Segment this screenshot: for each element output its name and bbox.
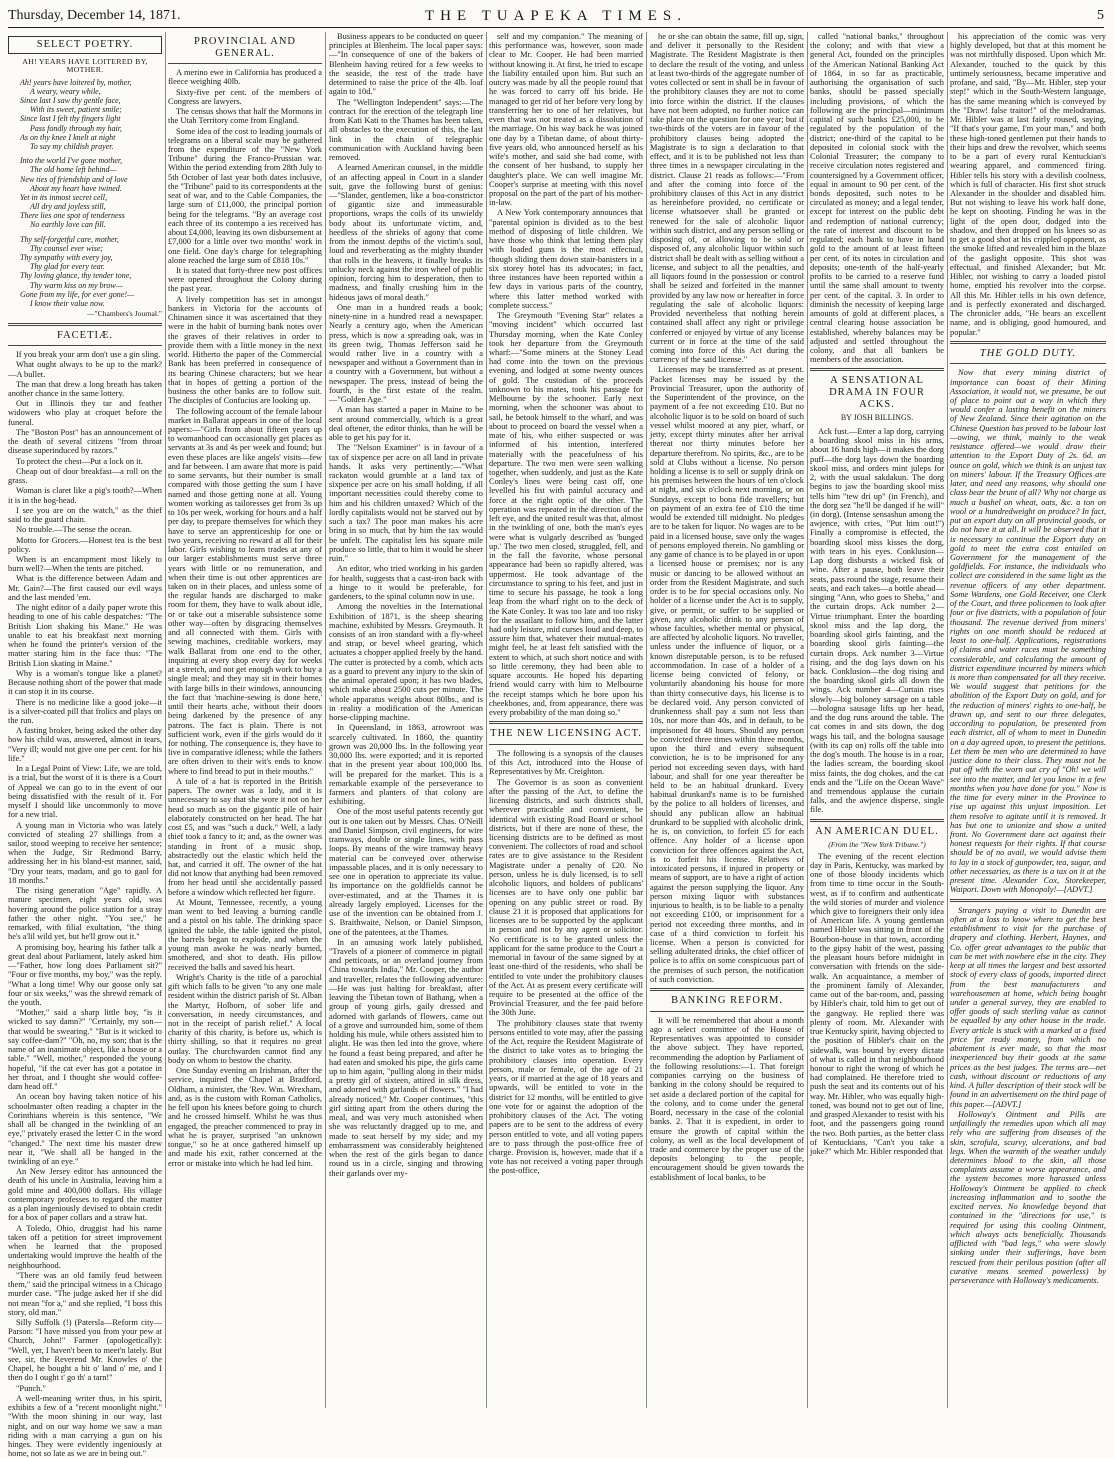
poem-line: Thy loving glance, thy tender tone, <box>20 271 132 281</box>
section-divider <box>950 341 1106 344</box>
news-paragraph: One of the most useful patents recently got out is one taken out by Messrs. Chas. O'Neill and Daniel Simpson, civil engineers, for wire tramways, double or single lines, with pass loops. By means of the wire tramway heavy material can be conveyed over otherwise impassable places, and it is only necessary to see one in operation to appreciate its value. Its importance on the goldfields cannot be over-estimated, and at the Thames it is already largely employed. Licenses for the use of the invention can be obtained from J. S. Braithwaite, Nelson, or Daniel Simpson, one of the patentees, at the Thames. <box>329 807 483 937</box>
news-paragraph: It is stated that forty-three new post offices were opened throughout the Colony during the past year. <box>168 266 322 294</box>
section-divider <box>810 368 944 371</box>
select-poetry-heading: SELECT POETRY. <box>8 36 162 54</box>
poem-line: Thy sympathy with every joy, <box>20 253 113 263</box>
poem-citation: —"Chambers's Journal." <box>86 309 162 319</box>
column-5 <box>650 32 804 1408</box>
facetia-paragraph: "Mother," said a sharp little boy, "is it wicked to say damn?" "Certainly, my son—that would be swearing." "But is it wicked to say coffee-dam?" "Oh, no, my son; that is the name of an inanimate object, like a house or a table." "Well, mother," responded the young hopeful, "if the cat ever has got a potatoe in her throat, and I thought she would coffee-dam head off." <box>8 1008 162 1092</box>
article-paragraph: Licenses may be transferred as at present. Packet licenses may be issued by the Provincial Treasurer, upon the authority of the Superintendent of the province, on the payment of a fee not exceeding £10. But no alcoholic liquor is to be sold on board of such vessel whilst moored at any pier, wharf, or jetty, except thirty minutes after her arrival thereat nor thirty minutes before her departure therefrom. No spirits, &c., are to be sold at Clubs without a license. No person holding a license is to sell or supply drink on his premises between the hours of ten o'clock at night, and six o'clock next morning, or on Sundays, except to bona fide travellers; but on payment of an extra fee of £10 the time would be extended till midnight. No pledges are to be taken for liquor. No wages are to be paid in a licensed house, save only the wages of persons employed therein. No gambling or any game of chance is to be played in or upon a licensed house or premises; nor is any music or dancing to be allowed without an order from the Resident Magistrate, and such order is to be for special occasions only. No holder of a license under the Act is to supply, give, or permit, or suffer to be supplied or given, any alcoholic drink to any person of whose faculties, whether mental or physical, are affected by alcoholic liquors. No traveller, unless under the influence of liquor, or a known disreputable person, is to be refused accommodation. In case of a holder of a license being convicted of felony, or voluntarily abandoning his house for more than thirty consecutive days, his license is to be declared void. Any person convicted of drunkenness shall pay a sum not less than 10s, nor more than 40s, and in default, to be imprisoned for 48 hours. Should any person be convicted three times within three months, upon the third and every subsequent conviction, he is to be imprisoned for any period not exceeding seven days, with hard labour, and shall for one year thereafter be held to be an habitual drunkard. Every habitual drunkard's name is to be furnished by the police to all holders of licenses, and should any publican allow an habitual drunkard to be supplied with alcoholic drink, he is, on conviction, to forfeit £5 for each offence. Any holder of a license upon conviction for three offences against the Act, is to forfeit his license. Relatives of intoxicated persons, if injured in property or means of support, are to have a right of action against the person supplying the liquor. Any person mixing liquor with substances injurious to health, is to be liable to a penalty not exceeding £100, or imprisonment for a period not exceeding three months, and in case of a third conviction to forfeit his license. When a person is convicted for selling adulterated drinks, the chief officer of police is to affix on some conspicuous part of the premises of such person, the notification of such conviction. <box>650 365 804 984</box>
gold-duty-heading: THE GOLD DUTY. <box>979 347 1077 359</box>
banking-reform-heading: BANKING REFORM. <box>671 995 783 1007</box>
poem-line: About my heart have twined. <box>30 183 122 193</box>
licensing-act-article <box>489 749 643 1176</box>
section-divider <box>489 744 643 745</box>
news-paragraph: The census shows that half the Mormons in the Utah Territory come from England. <box>168 107 322 126</box>
facetia-paragraph: To protect the chest—Put a lock on it. <box>16 456 143 466</box>
poem-line: Gone from my life, for ever gone!— <box>20 289 135 299</box>
news-items <box>489 32 643 717</box>
poem-line: No earthly love can fill. <box>30 220 106 230</box>
news-paragraph: A man has started a paper in Maine to be sent around commercially, which is a great deal oftener, the editor thinks, than he will be able to get his pay for it. <box>329 405 483 443</box>
masthead-rule <box>8 27 1104 28</box>
poem-line: There lies one spot of tenderness <box>20 211 125 221</box>
poem-line: The old home left behind— <box>30 165 117 175</box>
news-paragraph: Among the novelties in the International Exhibition of 1871, is the sheep shearing machine, exhibited by Messrs. Greymouth. It consists of an iron standard with a fly-wheel and strap, or bevel wheel gearing, which actuates a chopper applied freely by the hand. The cutter is protected by a comb, which acts as a guard to prevent any injury to the skin of the animal operated upon; it has two blades, which make about 2500 cuts per minute. The whole apparatus weighs about 80lbs., and is in reality a modification of the American horse-clipping machine. <box>329 602 483 723</box>
poem-line: Thy glad for every tear. <box>30 262 105 272</box>
poem-line: Pass fondly through my hair, <box>30 123 122 133</box>
column-1 <box>8 32 162 1458</box>
poem-title: AH! YEARS HAVE LOITERED BY, MOTHER. <box>22 56 148 75</box>
facetia-paragraph: Motto for Grocers.—Honest tea is the best policy. <box>8 535 162 554</box>
drama-byline: BY JOSH BILLINGS. <box>840 413 914 423</box>
article-paragraph: Ack fust.—Enter a lap dorg, carrying a boarding skool miss in his arms, about 16 hands high—it makes the dorg puff—the dorg lays down the boarding skool miss, and orders mint juleps for 2, with the usual sakdakun. The dorg begins to jaw the boarding skool miss tells him "tew dri up" (in French), and the dorg sez "he'll be danged if he will" (in dorg). (Intense sensashun among the awjence, with cries, "Put him out!") Finally a compromise is effected, the boarding skool miss kisses the dorg, with tears in his eyes. Conklusion—Lap dorg disbursts a wicked fisk of wine. After a pause, both leave their seats, pass round the stage, resume their seats, and each takes—a bottle ahead—singing "Ann, who goes to Sheba," and the curtain drops. Ack number 2—Virtue triumphant. Enter the boarding skool miss and the lap dorg, the boarding skool girls fainting, and the boarding skool girls fainting—the curtain drops. Ack number 3—Virtue rising, and the dog lays down on his back. Conklusion—the dog rising and the boarding skool girls all down the wings. Ack number 4—Curtain rises slowly—big boloney sarsage on a table—bologna sausage lifts up her head, and the dog runs around the table. The cat comes in and sits down, the dog wags his tail, and the bologna sausage (with its cap on) rolls off the table into the dog's mouth. The house is in a roar, the ladies scream, the boarding skool miss faints, the dog chokes, and the cat ends and the "Life on the Ocean Wave" and tremendous applause the curtain falls, and the awjence disperse, single file. <box>810 426 944 815</box>
advertisement-paragraph: Holloway's Ointment and Pills are unfailingly the remedies upon which all may rely who are suffering from diseases of the skin, scrofula, scurvy, ulcerations, and bad legs. When the warmth of the weather unduly determines blood to the skin, all those complaints assume a worse appearance, and the system becomes more harassed unless Holloway's Ointment be applied to check increasing inflammation and to soothe the excited nerves. No knowledge beyond that contained in the "directions for use," is required for using this cooling Ointment, which always acts beneficially. Thousands afflicted with "bad legs," who were slowly sinking under their sufferings, have been rescued from their perilous position (after all curative means seemed powerless) by perseverance with Holloway's medicaments. <box>950 1109 1106 1286</box>
facetia-paragraph: No trouble.—The sense the ocean. <box>16 525 132 535</box>
facetia-paragraph: An New Jersey editor has announced the death of his uncle in Australia, leaving him a gold mine and 400,000 dollars. His village contemporary professes to regard the matter as a plan ingeniously devised to obtain credit for a box of paper collars and a straw hat. <box>8 1167 162 1223</box>
poem-line: All dry and joyless still, <box>30 202 106 212</box>
poem-line: With its sweet, patient smile; <box>30 105 122 115</box>
facetia-paragraph: Out in Illinois they tar and feather widowers who play at croquet before the funeral. <box>8 399 162 427</box>
facetia-paragraph: A young man in Victoria who was lately convicted of stealing 27 shillings from a sailor, stood weeping to receive her sentence; when the Judge, Sir Redmond Barry, addressing her in his bland-est manner, said, "Dry your tears, madam, and go to gaol for 18 months." <box>8 820 162 885</box>
banking-reform-article <box>650 1016 804 1182</box>
article-paragraph: his appreciation of the comic was very highly developed, but that at this moment he was not mirthfully disposed. Upon which Mr. Alexander, touched to the quick by this untimely seriousness, became imperative and profane, and said, "By—Mr. Hibler, step your step!" which in the South-Western language, has the same meaning which is conveyed by the "Draw! false traitor!" of the melodramas. Mr. Hibler was at last fairly roused, saying, "If that's your game, I'm your man," and both these high-toned gentlemen put their hands to their hips and drew the revolver, which seems to be a part of every rural Kentuckian's wearing apparel, and commenced firing. Hibler tells his story with a devilish coolness, which is full of character. His first shot struck Alexander in the shoulder and disabled him. But not wishing to leave his work half done, he kept on shooting. Finding he was in the light of the open door, dodged into the shadow, and then dropped on his knees so as to get a good shot at his crippled opponent, as the smoke lifted and revealed him in the blaze of the gaslight opposite. This shot was effectual, and finished Alexander; but Mr. Hibler, not wishing to carry a loaded pistol home, emptied his revolver into the corpse. All this Mr. Hibler tells in his own defence, and is perfectly exonerated and discharged. The chronicler adds, "He bears an excellent name, and is obliging, good humoured, and popular." <box>950 32 1106 337</box>
facetia-paragraph: The man that drew a long breath has taken another chance in the same lottery. <box>8 379 162 398</box>
section-divider <box>168 63 322 64</box>
poem-line: New ties of friendship and of love <box>20 174 128 184</box>
facetia-paragraph: In a Legal Point of View: Life, we are told, is a trial, but the worst of it is there is a Court of Appeal we can go to in the event of our being dissatisfied with the result of it. For myself I should like uncommonly to move for a new trial. <box>8 764 162 820</box>
facetia-paragraph: What ought always to be up to the mark?—A bullet. <box>8 360 162 379</box>
article-paragraph: The Governor is as soon as convenient after the passing of the Act, to define the licensing districts, and such districts shall, wherever practicable and convenient, be identical with existing Road Board or school districts, but if there are none of these, the licensing districts are to be defined as most convenient. The collectors of road and school rates are to give assistance to the Resident Magistrate under a penalty of £20. No person, unless he is duly licensed, is to sell alcoholic liquors, and holders of publicans' licenses are to have only one public bar opening on any public street or road. By clause 21 it is proposed that applications for licenses are to be supported by the applicant in person and not by any agent or solicitor. No certificate is to be granted unless the applicant for the same produce to the Court a memorial in favour of the same signed by at least one-third of the residents, who shall be entitled to vote under the prohibitory clauses of the Act. At as present every certificate will require to be presented at the office of the Provincial Treasurer, and the fee paid before the 30th June. <box>489 777 643 1018</box>
advertisements <box>950 906 1106 1286</box>
news-paragraph: Wright's Charity is the title of a parochial gift which falls to be given "to any one male resident within the district parish of St. Alban the Martyr, Holborn, of sober life and conversation, in needy circumstances, and not in the receipt of parish relief." A local charity of this charity, is before us, which is thirty shilling, so that it requires no great outlay. The churchwarden cannot find any body on whom to bestow the charity. <box>168 972 322 1065</box>
american-duel-heading: AN AMERICAN DUEL. <box>815 825 939 837</box>
facetia-paragraph: The night editor of a daily paper wrote this heading to one of his cable despatches: "The British Lion shaking his Mane." He was unable to eat his breakfast next morning when he found the printer's version of the matter staring him in the face thus: "The British Lion skating in Maine." <box>8 603 162 668</box>
news-paragraph: One Sunday evening an Irishman, after the service, inquired the Chapel at Bradford, Oldham, a minister, the 'Rev. Wm. Wrexham, and, as is the custom with Roman Catholics, he fell upon his knees before going to church and he crossed himself. Whilst he was thus engaged, the preacher commenced to pray in what he is prayer, surprised "an unknown tongue," so he at once gathered himself up and made his exit, rather concerned at the error or mistake into which he had led him. <box>168 1066 322 1168</box>
section-divider <box>650 1011 804 1012</box>
article-paragraph: he or she can obtain the same, fill up, sign, and deliver it personally to the Resident Magistrate. The Resident Magistrate is then to declare the result of the voting, and unless at least two-thirds of the aggregate number of votes collected or sent in shall be in favour of the prohibitory clauses they are not to come into force within the district. If the clauses have not been adopted, no further notice can take place on the question for one year; but if two-thirds of the voters are in favour of the prohibitory clauses being adopted the Magistrate is to sign a declaration to that effect, and it is to be published not less than three times in a newspaper circulating in the district. Clause 21 reads as follows:—"From and after the coming into force of the prohibitory clauses of this Act in any district as hereinbefore provided, no certificate or license whatsoever shall be granted or renewed for the sale of alcoholic liquor within such district, and any person selling or disposing of, or allowing to be sold or disposed of, any alcoholic liquor within such district shall be dealt with as selling without a license, and subject to all the penalties, and all liquors found in the possession or control shall be seized and forfeited in the manner provided by any law now or hereafter in force regulating the sale of alcoholic liquors: Provided nevertheless that nothing herein contained shall affect any right or privilege conferred or enjoyed by virtue of any license current or in force at the time of the said coming into force of this Act during the currency of the said license." <box>650 32 804 365</box>
facetia-paragraph: What is the difference between Adam and Mr. Gain?—The first caused our evil ways and the last mended 'em. <box>8 574 162 602</box>
facetia-paragraph: Woman is claret like a pig's tooth?—When it is in the hog-head. <box>8 486 162 505</box>
facetia-paragraph: A well-meaning writer thus, in his spirit, exhibits a few of a "recent moonlight night." "With the moon shining in our way, last night, and on our way home we saw a man riding with a man carrying a gun on his hinges. They were evidently ingeniously at home, not so late as we are in being out." <box>8 1393 162 1458</box>
news-paragraph: In an amusing work lately published, "Travels of a pioneer of commerce in pigtail and petticoats, or an overland journey from China towards India," Mr. Cooper, the author and traveller, relates the following adventure:—He was just halting for breakfast, after leaving the Tibetan town of Bathang, when a group of young girls, gaily dressed and adorned with garlands of flowers, came out of a grove and surrounded him, some of them holding his mule, while others assisted him to alight. He was then led into the grove, where he found a feast being prepared, and after he had eaten and smoked his pipe, the girls came up to him again, "pulling along in their midst a pretty girl of sixteen, attired in silk dress, and adorned with garlands of flowers." "I had already noticed," Mr. Cooper continues, "this girl sitting apart from the others during the meal, and was very much astonished when she was reluctantly dragged up to me, and made to seat herself by my side; and my embarrassment was considerably heightened when the rest of the girls began to dance round us in a circle, singing and throwing their garlands over my- <box>329 937 483 1178</box>
news-paragraph: The Greymouth "Evening Star" relates a "moving incident" which occurred last Thursday morning, when the Kate Conley took her departure from the Greymouth wharf:—"Some miners at the Stoney Lead had come into the town on the previous evening, and lodged at some twenty ounces of gold. The custodian of the proceeds unknown to his mates, took his passage for Melbourne by the schooner. Early next morning, when the schooner was about to sail, he betook himself to the wharf, and was about to proceed on board the vessel when a mate of his, who either suspected or was informed of his intention, interfered materially with the peacefulness of his departure. The two men were seen walking together, when suddenly, and just as the Kate Conley's lines were being cast off, one levelled his fist with painful accuracy and force at the right optic of the other. The operation was repeated in the direction of the left eye, and the united result was that, almost in the twinkling of one, both the man's eyes were what is vulgarly described as 'bunged up.' The two men closed, struggled, fell, and in the fall the favorite, whose personal appearance had been so rapidly altered, was uppermost. He took advantage of the circumstance to spring to his feet, and just in time to secure his passage, he took a long leap from the wharf right on to the deck of the Kate Conley. It was too late and too risky for the assailant to follow him, and the latter had only leisure, mid curses loud and deep, to assure him that, whatever their mutual-mates might feel, he at least felt satisfied with the extent to which, at such short notice and with so little ceremony, they had been able to square accounts. He hoped his departing friend would carry with him to Melbourne the receipt stamps which he bore upon his cheekbones, and, from appearance, there was every probability of the man doing so." <box>489 311 643 718</box>
gold-duty-article <box>950 368 1106 894</box>
column-6 <box>810 32 944 1408</box>
news-paragraph: Sixty-five per cent. of the members of Congress are lawyers. <box>168 87 322 106</box>
news-paragraph: One man in a hundred reads a book; ninety-nine in a hundred read a newspaper. Nearly a century ago, when the American press, which is now a spreading oak, was in its green twig, Thomas Jefferson said he would rather live in a country with a newspaper and without a Government than in a country with a Government, but without a newspaper. The press, instead of being the fourth, is the first estate of the realm.—"Golden Age." <box>329 302 483 405</box>
news-paragraph: A New York contemporary announces that "parental opinion is divided as to the best method of disposing of little children. We have those who think that letting them play with loaded guns is the most effectual, though sliding them down stair-banisters in a six storey hotel has its advocates; in fact, three instances have been reported within a few days in various parts of the country, where this latter method worked with complete success." <box>489 208 643 310</box>
facetia-paragraph: The "Boston Post" has an announcement of the death of several citizens "from throat disease superinduced by razors." <box>8 427 162 456</box>
facetiae-list <box>8 350 162 1458</box>
newspaper-title: THE TUAPEKA TIMES. <box>424 8 688 24</box>
section-divider <box>489 721 643 724</box>
section-divider <box>950 363 1106 364</box>
licensing-act-continued <box>650 32 804 984</box>
column-rule <box>486 32 487 1408</box>
facetia-paragraph: Cheap out of door breakfast—a roll on the grass. <box>8 466 162 486</box>
section-divider <box>950 899 1106 902</box>
column-rule <box>325 32 326 1408</box>
issue-date: Thursday, December 14, 1871. <box>8 8 181 23</box>
poem-line: I know their value now. <box>30 298 105 308</box>
section-divider <box>810 819 944 822</box>
sensational-drama-article <box>810 427 944 815</box>
poem-line: Since last I saw thy gentle face, <box>20 96 121 106</box>
column-rule <box>807 32 808 1408</box>
column-rule <box>646 32 647 1408</box>
section-divider <box>650 988 804 991</box>
news-items <box>329 32 483 1178</box>
facetia-paragraph: A fasting broker, being asked the other day how his child was, answered, almost in tears, "Very ill; would not give one per cent. for his life." <box>8 726 162 763</box>
american-duel-continued <box>950 32 1106 337</box>
section-divider <box>8 345 162 346</box>
facetia-paragraph: "There was an old family feud between them," said the principal witness in a Chicago murder case. "The judge asked her if she did not mean "for a," and she replied, "I boss this story, old man." <box>8 1270 162 1317</box>
facetia-paragraph: The rising generation "Age" rapidly. A mature specimen, eight years old, was hovering around the police station for a stray father the other night. "You see," he remarked, with filial exultation, "the thing he's a'lil wild yet, but he'll grow out it." <box>8 886 162 942</box>
article-paragraph: It will be remembered that about a month ago a select committee of the House of Representatives was appointed to consider the above subject. They have reported, recommending the adoption by Parliament of the following resolutions:—1. That foreign companies carrying on the business of banking in the colony should be required to set aside a declared portion of the capital for the colony, and to come under the general Board, necessary in the case of the colonial banks. 2. That it is expedient, in order to ensure the growth of capital within the colony, as well as the local development of trade and commerce by the proper use of the deposits belonging to the people, encouragement should be given towards the establishment of local banks, to be <box>650 1015 804 1182</box>
facetia-paragraph: An ocean boy having taken notice of his schoolmaster often reading a chapter in the Corinthians wherein is this sentence, "We shall all be changed in the twinkling of an eye," privately erased the letter C in the word "changed." The next time his master drew near it, "We shall all be hanged in the twinkling of an eye." <box>8 1092 162 1166</box>
poem-line: As on thy knee I knelt at night <box>20 132 116 142</box>
news-paragraph: Some idea of the cost to leading journals of telegrams on a liberal scale may be gathered from the expenditure of the "New York Tribune" during the Franco-Prussian war. Within the period extending from 28th July to 5th October of last year both dates inclusive, the "Tribune" paid to its correspondents at the seat of war, and to the Cable Companies, the large sum of £11,000, the principal portion being for the telegrams. "By an average cost each three of its contempo a ies received has about £4,000, leaving its own disbursement at £7,000 for a little over two months' work in one field. One day's charge for telegraphing alone reached the large sum of £818 10s." <box>168 126 322 265</box>
column-rule <box>165 32 166 1408</box>
sensational-drama-heading: A SENSATIONAL DRAMA IN FOUR ACKS. <box>829 375 925 410</box>
section-divider <box>8 323 162 326</box>
news-paragraph: In Queensland, in 1863, arrowroot was scarcely cultivated. In 1860, the quantity grown was 20,000 lbs. In the following year 30,000 lbs. were exported; and it is reported that in the present year about 100,000 lbs. will be prepared for the market. This is a remarkable example of the perseverance to farmers and planters of that colony are exhibiting. <box>329 723 483 807</box>
banking-reform-continued <box>810 32 944 364</box>
poem <box>8 78 162 309</box>
article-paragraph: called "national banks," throughout the colony; and with that view a general Act, founded on the principles of the American National Banking Act of 1864, in so far as practicable, authorising the organisation of such banks, should be passed specially including provisions, of which the following are the principal—minimum capital of such banks £25,000, to be regulated by the population of the district; one-third of the capital to be deposited in colonial stock with the Colonial Treasurer; the company to receive circulation notes registered and countersigned by a Government officer, equal in amount to 90 per cent. of the bonds deposited, such notes to be circulated as money; and a legal tender, except for interest on the public debt and redemption of national currency; the rate of interest and discount to be regulated; each bank to have in hand gold to the amount of at least fifteen per cent. of its notes in circulation and deposits; one-tenth of the half-yearly profits to be carried to a reserve fund until the same shall amount to twenty per cent. of the capital. 3. In order to diminish the necessity of keeping large amounts of gold at different places, a central clearing house association be established, whereby balances may be adjusted and settled throughout the colony, and that all bankers be members of the association. <box>810 32 944 365</box>
news-paragraph: The following account of the female labour market in Ballarat appears in one of the local papers:—"Girls from about fifteen years up to womanhood can occasionally get places as servants at 3s and 4s per week and found; but even these places are like angels' visits—few and far between. I am aware that more is paid to some servants, but their number is small compared with those getting the sum I have named and those getting none at all. Young women working as tailoresses get from 3s up to 10s per week, working for hours and a half per day, to prepare themselves for which they have to serve an apprenticeship for one or two years, receiving no reward at all for their labor. Girls wishing to learn trades at any of our larger establishments must serve three years with little or no remuneration, and when their time is out other apprentices are taken on in their places, and unless some of the regular hands are discharged to make room for them, they have to walk about idle, or or take out a miserable subsistence some other way—often by disgracing themselves and all connected with them. Girls with sewing machines, creditable workers, may walk Ballarat from one end to the other, inquiring at every shop every day for weeks at a stretch, and not get enough work to buy a single meal; and they may sit in their homes with large bills in their windows, announcing the fact that 'machine-sewing is done here,' until their hearts ache, without their doors being darkened by the presence of any patrons. The fact is plain. There is not sufficient work, even if the girls would do it for nothing. The consequence is, they have to live in comparative idleness; while the fathers are often driven to their wit's ends to know where to find bread to put in their mouths." <box>168 406 322 776</box>
poem-line: Into the world I've gone mother, <box>20 156 123 166</box>
licensing-act-heading: THE NEW LICENSING ACT. <box>490 728 642 740</box>
news-paragraph: Business appears to be conducted on queer principles at Blenheim. The local paper says:—"In consequence of one of the bakers of Blenheim having retired for a few weeks to the seaside, the rest of the trade have determined to raise the price of the 4lb. loaf again to 10d." <box>329 32 483 97</box>
poem-line: Since last I felt thy fingers light <box>20 114 121 124</box>
facetia-paragraph: A promising boy, hearing his father talk a great deal about Parliament, lately asked him—"Father, how long does Parliament sit?" "Four or five months, my boy," was the reply. "What a long time! Why our goose only sat four or six weeks," was the shrewd remark of the youth. <box>8 942 162 1007</box>
poem-line: Yet in its inmost secret cell, <box>20 192 107 202</box>
masthead <box>8 6 1104 28</box>
poem-line: To say my childish prayer. <box>30 141 114 151</box>
column-3 <box>329 32 483 1408</box>
facetia-paragraph: "Punch." <box>16 1383 46 1393</box>
duel-source: (From the "New York Tribune.") <box>828 840 926 850</box>
poem-line: Ah! years have loitered by, mother, <box>20 77 132 87</box>
article-paragraph: The following is a synopsis of the clauses of this Act, introduced into the House of Representatives by Mr. Creighton. <box>489 748 643 777</box>
poem-line: A weary, weary while, <box>30 86 101 96</box>
news-paragraph: A learned American counsel, in the middle of an affecting appeal in Court in a slander suit, gave the following burst of genius:—"Slander, gentlemen, like a boa-constrictor of gigantic size and immeasurable proportions, wraps the coils of its unwieldy body about its unfortunate victim, and, heedless of the shrieks of agony that come from the inmost depths of the victim's soul, loud and reverberating as the mighty thunder that rolls in the heavens, it finally breaks its unlucky neck against the iron wheel of public opinion, forcing him to desperation, then to madness, and finally crushing him in the hideous jaws of moral death." <box>329 163 483 302</box>
news-paragraph: A merino ewe in California has produced a fleece weighing 40lb. <box>168 68 322 87</box>
facetia-paragraph: A Toledo, Ohio, druggist had his name taken off a petition for street improvement when he learned that the proposed undertaking would improve the health of the neighbourhood. <box>8 1223 162 1270</box>
facetia-paragraph: There is no medicine like a good joke—it is a silver-coated pill that frolics and plays on the run. <box>8 697 162 725</box>
facetia-paragraph: Why is a woman's tongue like a planet? Because nothing short of the power that made it can stop it in its course. <box>8 668 162 697</box>
poem-line: Thy counsel ever wise; <box>30 243 104 253</box>
american-duel-article <box>810 852 944 1157</box>
news-paragraph: The "Wellington Independent" says:—The contract for the erection of the telegraph line from Kati Kati to the Thames has been taken, all obstacles to the execution of this, the last link in the chain of telegraphic communication with Auckland having been removed. <box>329 97 483 163</box>
poem-line: Thy self-forgetful care, mother, <box>20 234 119 244</box>
news-paragraph: A tale of a hat is reported in the British papers. The owner was a lady, and it is unnecessary to say that she wore it not on her head so much as on the gigantic pile of hair elaborately constructed on her head. The hat cost £5, and was "such a duck." Well, a lady thief took a fancy to it; and, as the owner was standing in front of a music shop, abstractedly out the elastic which held the hat, and carried it off. The owner of the hat did not know that anything had been removed from her head until she accidentally passed before a window which reflected her figure. <box>168 776 322 897</box>
article-paragraph: The prohibitory clauses state that twenty persons entitled to vote may, after the passing of the Act, require the Resident Magistrate of the district to take votes as to bringing the prohibitory clauses into operation. Every person, male or female, of the age of 21 years, or if married at the age of 18 years and upwards, will be entitled to vote in the district for 12 months, will be entitled to give one vote for or against the adoption of the prohibitory clauses of the Act. The voting papers are to be sent to the address of every person entitled to vote, and all voting papers are to pass through the post-office free of charge. Provision is, however, made that if a vote has not received a voting paper through the post-office, <box>489 1018 643 1176</box>
news-paragraph: At Mount, Tennessee, recently, a young man went to bed leaving a burning candle and a pistol on his table. The drinking space ignited the table, the table ignited the pistol, the barrels began to explode, and when the young man awoke he was nearly burned, smothered, and shot to death. His pillow received the balls and saved his heart. <box>168 897 322 972</box>
article-paragraph: The evening of the recent election day in Paris, Kentucky, was marked by one of those bloody incidents which from time to time occur in the South-west, as if to confirm and authenticate the wild stories of murder and violence which give to foreigners their only idea of American life. A young gentleman named Hibler was sitting in front of the Bourbon-house in that town, according to the gipsy habit of the west, passing the pleasant hours before midnight in conversation with friends on the side-walk. An acquaintance, a member of the prominent family of Alexander, came out of the bar-room, and, passing by Hibler's chair, told him to get out of the gangway. He replied there was plenty of room. Mr. Alexander with true Kentucky spirit, having objected to the position of Hibler's chair on the sidewalk, was bound by every dictate of what is called in that neighbourhood honour to right the wrong of which he had complained. He therefore tried to push the seat and its contents out of his way. Mr. Hibler, who was equally high-toned, was bound not to get out of line, and grasped Alexander to resist with his foot, and the passengers going round the two. Both parties, as the better class of Kentuckians, "Can't you take a joke?" which Mr. Hibler responded that <box>810 851 944 1157</box>
advertisement-paragraph: Strangers paying a visit to Dunedin are often at a loss to know where to get the best establishment to visit for the purchase of drapery and clothing. Herbert, Haynes, and Co. offer great advantages to the public that can be met with nowhere else in the city. They keep at all times the largest and best assorted stock of every class of goods, imported direct from the best manufacturers and warehousemen at home, which being bought under a general survey, they are enabled to offer goods of such sterling value as cannot be equalled by any other house in the trade. Every article is stuck with a marked at a fixed price for ready money, from which no abatement is ever made, so that the most inexperienced buy their goods at the same prices as the best judges. The terms are—net cash, without discount or reductions of any kind. A fuller description of their stock will be found in an advertisement on the third page of this paper.—[ADVT.] <box>950 905 1106 1109</box>
facetia-paragraph: When is an encampment most likely to burn well?—When the tents are pitched. <box>8 554 162 574</box>
news-paragraph: An editor, who tried working in his garden for health, suggests that a cast-iron back with a hinge to it would be preferable, for gardeners, to the spinal column now in use. <box>329 564 483 602</box>
column-4 <box>489 32 643 1408</box>
provincial-general-heading: PROVINCIAL AND GENERAL. <box>194 36 296 59</box>
column-2 <box>168 32 322 1408</box>
news-paragraph: self and my companion." The meaning of this performance was, however, soon made clear to Mr. Cooper. He had been married without knowing it. At first, he tried to escape the liability entailed upon him. But such an outcry was made by all the people round that he was forced to carry off his bride. He managed to get rid of her before very long by transferring her to one of her relatives, but even that was not treated as a dissolution of the marriage. On his way back he was joined one day by a Tibetan dame, of about thirty-five years old, who announced herself as his wife's mother, and said she had come, with the consent of her husband, to supply her daughter's place. We can well imagine Mr. Cooper's surprise at meeting with this novel proposal on the part of the part of his mother-in-law. <box>489 32 643 208</box>
news-paragraph: A lively competition has set in amongst bankers in Victoria for the accounts of Chinamen since it was ascertained that they were in the habit of burning bank notes over the graves of their relatives in order to provide them with a little money in the next world. Hitherto the paper of the Commercial Bank has been preferred in consequence of its bearing Chinese characters; but we hear that in hopes of getting a portion of the business the other banks are to follow suit. The disciples of Confucius are looking up. <box>168 294 322 406</box>
facetia-paragraph: Silly Suffolk (!) (Patersla—Reform city—Parson: "I have missed you from your pew at Church, John!" Farmer (apologetically): "Well, yer, I haven't been to meet'n lately. But see, sir, the Reverend Mr. Knowles o' the Chapel, he bought a bit o' land o' me, and I then do I ought t' go th' a tarn!" <box>8 1317 162 1383</box>
provincial-general-articles <box>168 68 322 1168</box>
facetia-paragraph: If you break your arm don't use a gin sling. <box>16 350 161 360</box>
page-number: 5 <box>1097 8 1104 23</box>
column-7 <box>950 32 1106 1408</box>
facetia-paragraph: I see you are on the watch," as the thief said to the guard chain. <box>8 505 162 525</box>
news-paragraph: The "Nelson Examiner" is in favour of a tax of sixpence per acre on all land in private hands. It asks very pertinently:—"What rackaton would grumble at a land tax of sixpence per acre on his small holding, if all important necessities could thereby come to him and his children untaxed? Which of the lordly capitalists would not be starved out by such a tax? The poor man makes his acre bring in so much, that by him the tax would be unfelt. The capitalist lets his square mile produce so little, that to him it would be sheer ruin." <box>329 443 483 564</box>
column-rule <box>947 32 948 1408</box>
facetiae-heading: FACETIÆ. <box>57 329 113 341</box>
article-paragraph: Now that every mining district of importance can boast of their Mining Association, it would not, we presume, be out of place to point out a way in which they would confer a lasting benefit on the miners of New Zealand. Since their agitation on the Chinese Question has proved to be labour lost—owing, we think, mainly to the weak resistance offered—we would draw their attention to the Export Duty of 2s. 6d. an ounce on gold, which we think is an unjust tax on miners' labour. If the Treasury Offices are later, and need any reasons, why should one class bear the brunt of all? Why not charge as much a bushel on wheat, oats, &c. a ton on wool or a hundredweight on produce? In fact, put an export duty on all provincial goods, or do not have it at all. It will be observed that it is necessary to continue the Export duty on gold to meet the extra cost entailed on Government for the management of the goldfields. For instance, the individuals who collect are considered in the same light as the revenue officers of any other department. Some Wardens, one Gold Receiver, one Clerk of the Court, and three policemen to look after four or five districts, with a population of four thousand. The revenue derived from miners' rights on one month should be reduced at least to one-half. Applications, registrations of claims and water races must be something considerable, and calculating the amount of district expenditure incurred by miners which is more than compensated for all they receive. We would suggest that petitions for the abolition of the Export Duty on gold, and for the reduction of miners' rights to one-half, be drawn up, and sent to our three delegates, according to population, be presented from each district, all of whom to meet in Dunedin on a day agreed upon, to present the petitions. Let them be men who are determined to have justice done to their class. They must not be put off with the worn out cry of "Oh! we will see into the matter, and let you know in a few months when you have done for you." Now is the time for every miner in the Province to rise up against this unjust imposition. Let them resolve to agitate until it is removed. It has but one to unionize and show a united front. No Government dare act against their honest requests for their rights. If that course should be of no avail, we would advise them to lay in a stock of gunpowder, tea, sugar, and other necessaries, as there is a tax on it at the present time. Alexander Cox, Storekeeper, Waipori. Down with Monopoly!—[ADVT.] <box>950 368 1106 895</box>
poem-line: Thy warm kiss on my brow— <box>30 280 123 290</box>
